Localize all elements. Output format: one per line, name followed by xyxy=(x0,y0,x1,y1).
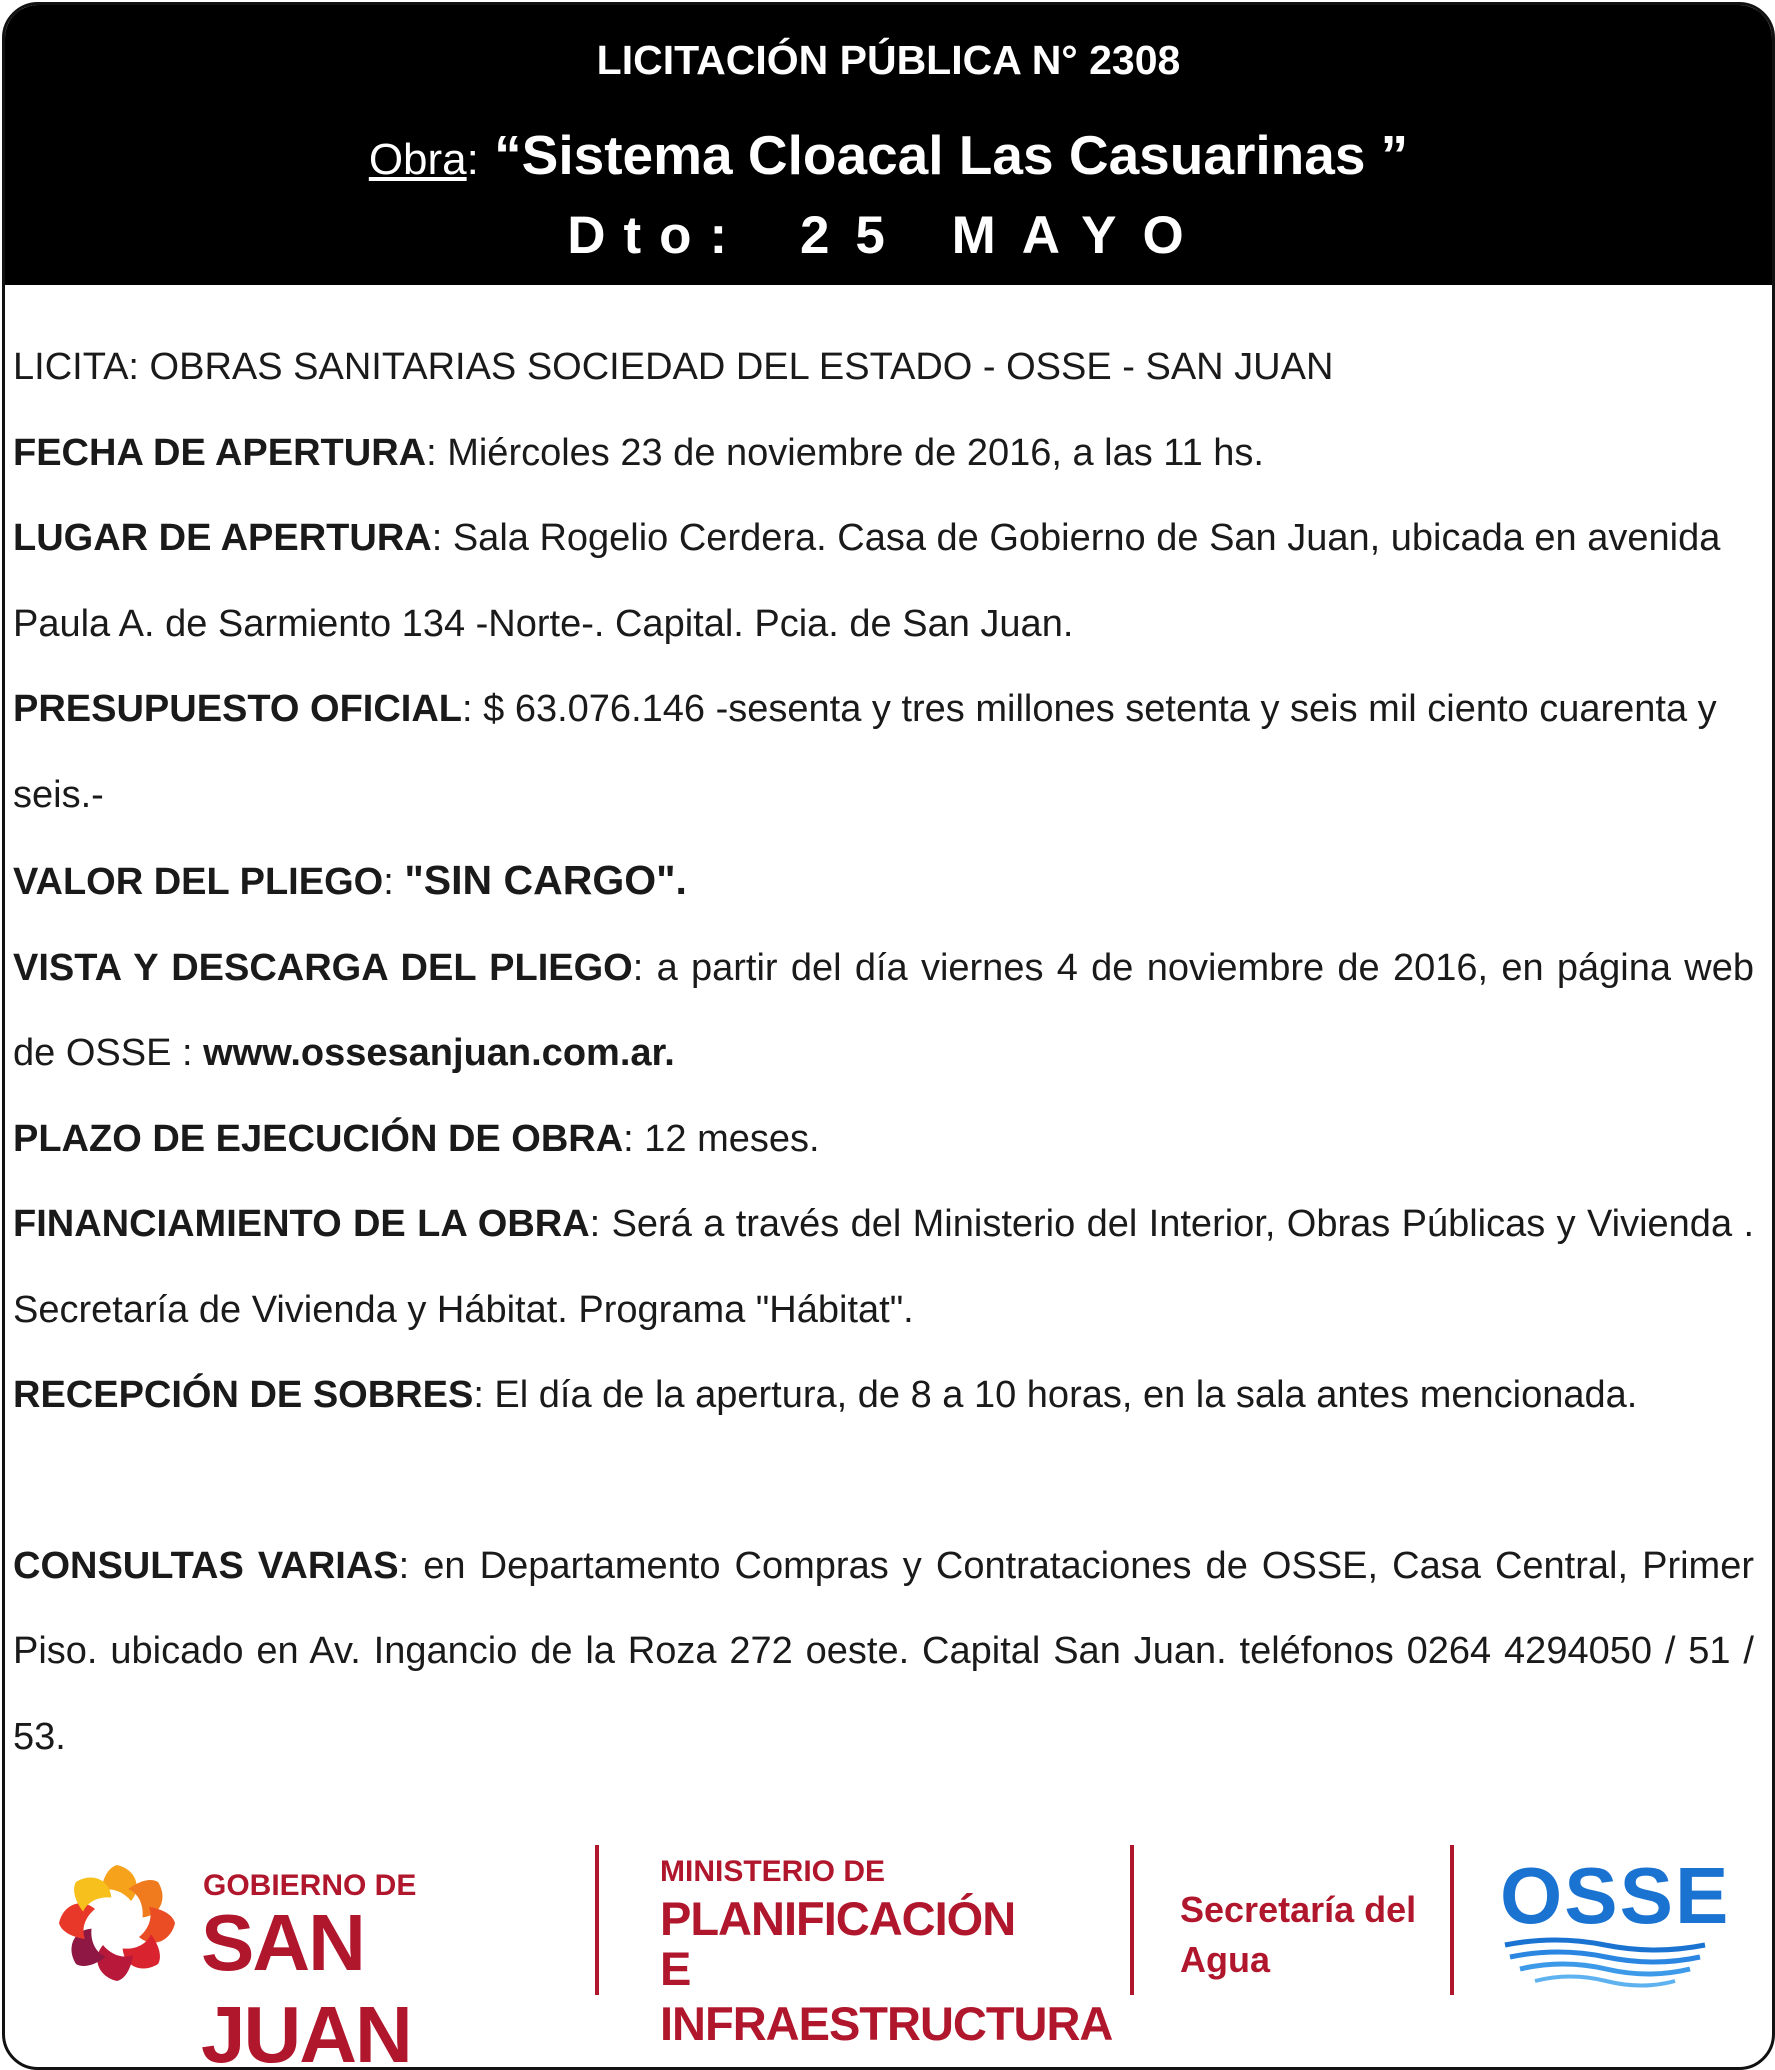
recepcion-value: : El día de la apertura, de 8 a 10 horas, en la sala antes mencionada. xyxy=(473,1374,1638,1416)
obra-name: “Sistema Cloacal Las Casuarinas ” xyxy=(494,124,1409,186)
valor-colon: : xyxy=(383,861,405,903)
plazo-label: PLAZO DE EJECUCIÓN DE OBRA xyxy=(13,1117,624,1160)
vista-label: VISTA Y DESCARGA DEL PLIEGO xyxy=(13,946,633,989)
gobierno-san-juan-logo xyxy=(55,1845,555,2070)
logo-divider xyxy=(1450,1845,1454,1995)
ministerio-de-text: MINISTERIO DE xyxy=(660,1855,886,1888)
presupuesto-label: PRESUPUESTO OFICIAL xyxy=(13,688,463,730)
ministerio-logo xyxy=(660,1855,1113,2050)
dto-label: Dto: xyxy=(567,206,746,265)
fecha-label: FECHA DE APERTURA xyxy=(13,431,427,474)
valor-pliego xyxy=(13,838,1754,926)
obra-label: Obra xyxy=(368,135,467,184)
secretaria-agua-logo xyxy=(1180,1885,1416,1985)
osse-text: OSSE xyxy=(1500,1851,1731,1940)
gobierno-de-text: GOBIERNO DE xyxy=(203,1869,417,1902)
consultas-value: : en Departamento Compras y Contrataciones de OSSE, Casa Central, Primer Piso. ubicado en Av. Ingancio de la Roza 272 oeste. Capital San Juan. teléfonos 0264 4294050 / 51 / 53. xyxy=(13,1544,1754,1758)
financiamiento-label: FINANCIAMIENTO DE LA OBRA xyxy=(13,1203,590,1245)
osse-web-link[interactable]: www.ossesanjuan.com.ar. xyxy=(203,1032,675,1074)
lugar-value: : Sala Rogelio Cerdera. Casa de Gobierno de San Juan, ubicada en avenida Paula A. de Sarmiento 134 -Norte-. Capital. Pcia. de San Juan. xyxy=(13,517,1721,645)
notice-title: LICITACIÓN PÚBLICA N° 2308 xyxy=(596,37,1181,83)
recepcion-label: RECEPCIÓN DE SOBRES xyxy=(13,1374,474,1416)
presupuesto-oficial xyxy=(13,667,1754,838)
financiamiento xyxy=(13,1182,1754,1353)
notice-body xyxy=(13,325,1754,1780)
vista-value: : a partir del día viernes 4 de noviembre de 2016, en página web de OSSE : xyxy=(13,946,1754,1074)
lugar-apertura xyxy=(13,496,1754,667)
financiamiento-value: : Será a través del Ministerio del Interior, Obras Públicas y Vivienda . Secretaría de Vivienda y Hábitat. Programa "Hábitat". xyxy=(13,1203,1755,1331)
fecha-apertura xyxy=(13,411,1754,497)
secretaria-line1: Secretaría del xyxy=(1180,1889,1417,1930)
dto-line xyxy=(5,205,1772,266)
logo-strip xyxy=(5,1825,1772,2070)
consultas-label: CONSULTAS VARIAS xyxy=(13,1544,399,1587)
obra-colon: : xyxy=(466,135,479,184)
san-juan-text: SAN JUAN xyxy=(201,1898,411,2070)
osse-logo xyxy=(1500,1850,1730,2000)
logo-divider xyxy=(595,1845,599,1995)
notice-frame xyxy=(2,2,1775,2070)
planificacion-text: PLANIFICACIÓN xyxy=(660,1892,1016,1945)
vista-descarga xyxy=(13,926,1754,1097)
licita-line: LICITA: OBRAS SANITARIAS SOCIEDAD DEL ESTADO - OSSE - SAN JUAN xyxy=(13,346,1334,388)
recepcion-sobres xyxy=(13,1353,1754,1439)
infraestructura-text: E INFRAESTRUCTURA xyxy=(660,1942,1113,2050)
plazo-value: : 12 meses. xyxy=(623,1117,820,1160)
lugar-label: LUGAR DE APERTURA xyxy=(13,517,432,559)
fecha-value: : Miércoles 23 de noviembre de 2016, a las 11 hs. xyxy=(426,431,1264,474)
obra-line xyxy=(5,123,1772,187)
spacer xyxy=(13,1439,1754,1524)
sun-flower-icon xyxy=(55,1845,185,1995)
plazo-ejecucion xyxy=(13,1097,1754,1183)
water-waves-icon xyxy=(1500,1935,1710,1995)
valor-label: VALOR DEL PLIEGO xyxy=(13,861,384,903)
secretaria-line2: Agua xyxy=(1180,1939,1270,1980)
consultas-varias xyxy=(13,1524,1754,1781)
dto-value: 25 MAYO xyxy=(799,206,1210,265)
valor-value: "SIN CARGO". xyxy=(404,857,687,903)
presupuesto-value: : $ 63.076.146 -sesenta y tres millones setenta y seis mil ciento cuarenta y seis.- xyxy=(13,688,1717,816)
notice-header xyxy=(5,5,1772,285)
logo-divider xyxy=(1130,1845,1134,1995)
